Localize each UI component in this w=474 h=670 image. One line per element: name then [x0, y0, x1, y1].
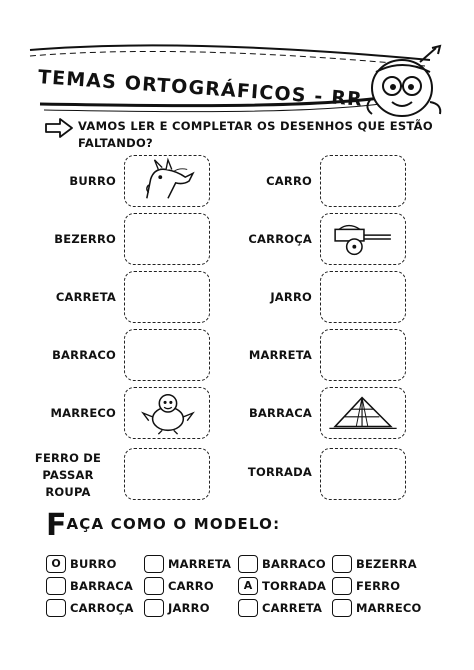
- drawing-box-carroca[interactable]: [320, 213, 406, 265]
- word-right-5: BARRACA: [248, 406, 312, 420]
- mascot-icon: [362, 44, 448, 124]
- option-checkbox[interactable]: A: [238, 577, 258, 595]
- option-carreta[interactable]: [238, 597, 322, 617]
- option-label: JARRO: [168, 600, 210, 615]
- option-label: CARRETA: [262, 600, 323, 615]
- drawing-box-bezerro[interactable]: [124, 213, 210, 265]
- option-ferro[interactable]: [332, 575, 400, 595]
- option-checkbox[interactable]: [332, 555, 352, 573]
- word-left-6-line-3: ROUPA: [45, 485, 91, 499]
- word-left-1: BURRO: [69, 174, 116, 188]
- option-checkbox[interactable]: [46, 577, 66, 595]
- word-left-6-line-1: FERRO DE: [34, 451, 102, 465]
- option-checkbox[interactable]: [238, 555, 258, 573]
- drawing-box-marreta[interactable]: [320, 329, 406, 381]
- option-checkbox[interactable]: [144, 555, 164, 573]
- drawing-box-barraco[interactable]: [124, 329, 210, 381]
- word-right-3: JARRO: [270, 290, 312, 304]
- word-right-6: TORRADA: [247, 465, 312, 479]
- instruction-text: VAMOS LER E COMPLETAR OS DESENHOS QUE ESTÃO FALTANDO?: [78, 119, 433, 150]
- page-title: TEMAS ORTOGRÁFICOS - RR: [37, 66, 364, 111]
- option-carroca[interactable]: [46, 597, 134, 617]
- tent-icon: [321, 388, 405, 438]
- option-checkbox[interactable]: [144, 577, 164, 595]
- option-barraco[interactable]: [238, 553, 326, 573]
- donkey-icon: [125, 156, 209, 206]
- option-label: CARROÇA: [70, 600, 134, 615]
- option-checkbox[interactable]: [332, 599, 352, 617]
- exercise-heading-rest: AÇA COMO O MODELO:: [66, 515, 281, 533]
- word-left-5: MARRECO: [50, 406, 116, 420]
- option-checkbox[interactable]: [238, 599, 258, 617]
- option-label: MARRECO: [356, 600, 422, 615]
- drawing-box-torrada[interactable]: [320, 448, 406, 500]
- option-label: MARRETA: [168, 556, 232, 571]
- word-right-4: MARRETA: [248, 348, 312, 362]
- drawing-box-barraca[interactable]: [320, 387, 406, 439]
- word-left-4: BARRACO: [52, 348, 116, 362]
- option-label: BARRACO: [262, 556, 326, 571]
- word-left-3: CARRETA: [55, 290, 116, 304]
- option-label: FERRO: [356, 578, 401, 593]
- drawing-box-carreta[interactable]: [124, 271, 210, 323]
- option-torrada[interactable]: [238, 575, 326, 595]
- drawing-box-marreco[interactable]: [124, 387, 210, 439]
- word-left-2: BEZERRO: [54, 232, 116, 246]
- option-checkbox[interactable]: [144, 599, 164, 617]
- cart-icon: [321, 214, 405, 264]
- option-marreta[interactable]: [144, 553, 231, 573]
- arrow-right-icon: [44, 118, 74, 138]
- exercise-heading-initial: F: [46, 508, 67, 543]
- drawing-box-jarro[interactable]: [320, 271, 406, 323]
- drawing-box-carro[interactable]: [320, 155, 406, 207]
- option-label: TORRADA: [262, 578, 327, 593]
- exercise-heading: [46, 508, 280, 543]
- option-checkbox[interactable]: O: [46, 555, 66, 573]
- word-left-6-line-2: PASSAR: [42, 468, 94, 482]
- word-right-1: CARRO: [266, 174, 312, 188]
- option-label: BARRACA: [70, 578, 134, 593]
- word-right-2: CARROÇA: [248, 232, 312, 246]
- option-label: BEZERRA: [356, 556, 417, 571]
- word-left-6: [20, 450, 116, 501]
- option-carro[interactable]: [144, 575, 214, 595]
- option-checkbox[interactable]: [332, 577, 352, 595]
- option-jarro[interactable]: [144, 597, 210, 617]
- option-marreco[interactable]: [332, 597, 422, 617]
- option-bezerra[interactable]: [332, 553, 417, 573]
- option-burro[interactable]: [46, 553, 117, 573]
- duck-icon: [125, 388, 209, 438]
- option-label: BURRO: [70, 556, 117, 571]
- drawing-box-ferro[interactable]: [124, 448, 210, 500]
- option-barraca[interactable]: [46, 575, 133, 595]
- option-checkbox[interactable]: [46, 599, 66, 617]
- drawing-box-burro[interactable]: [124, 155, 210, 207]
- option-label: CARRO: [168, 578, 214, 593]
